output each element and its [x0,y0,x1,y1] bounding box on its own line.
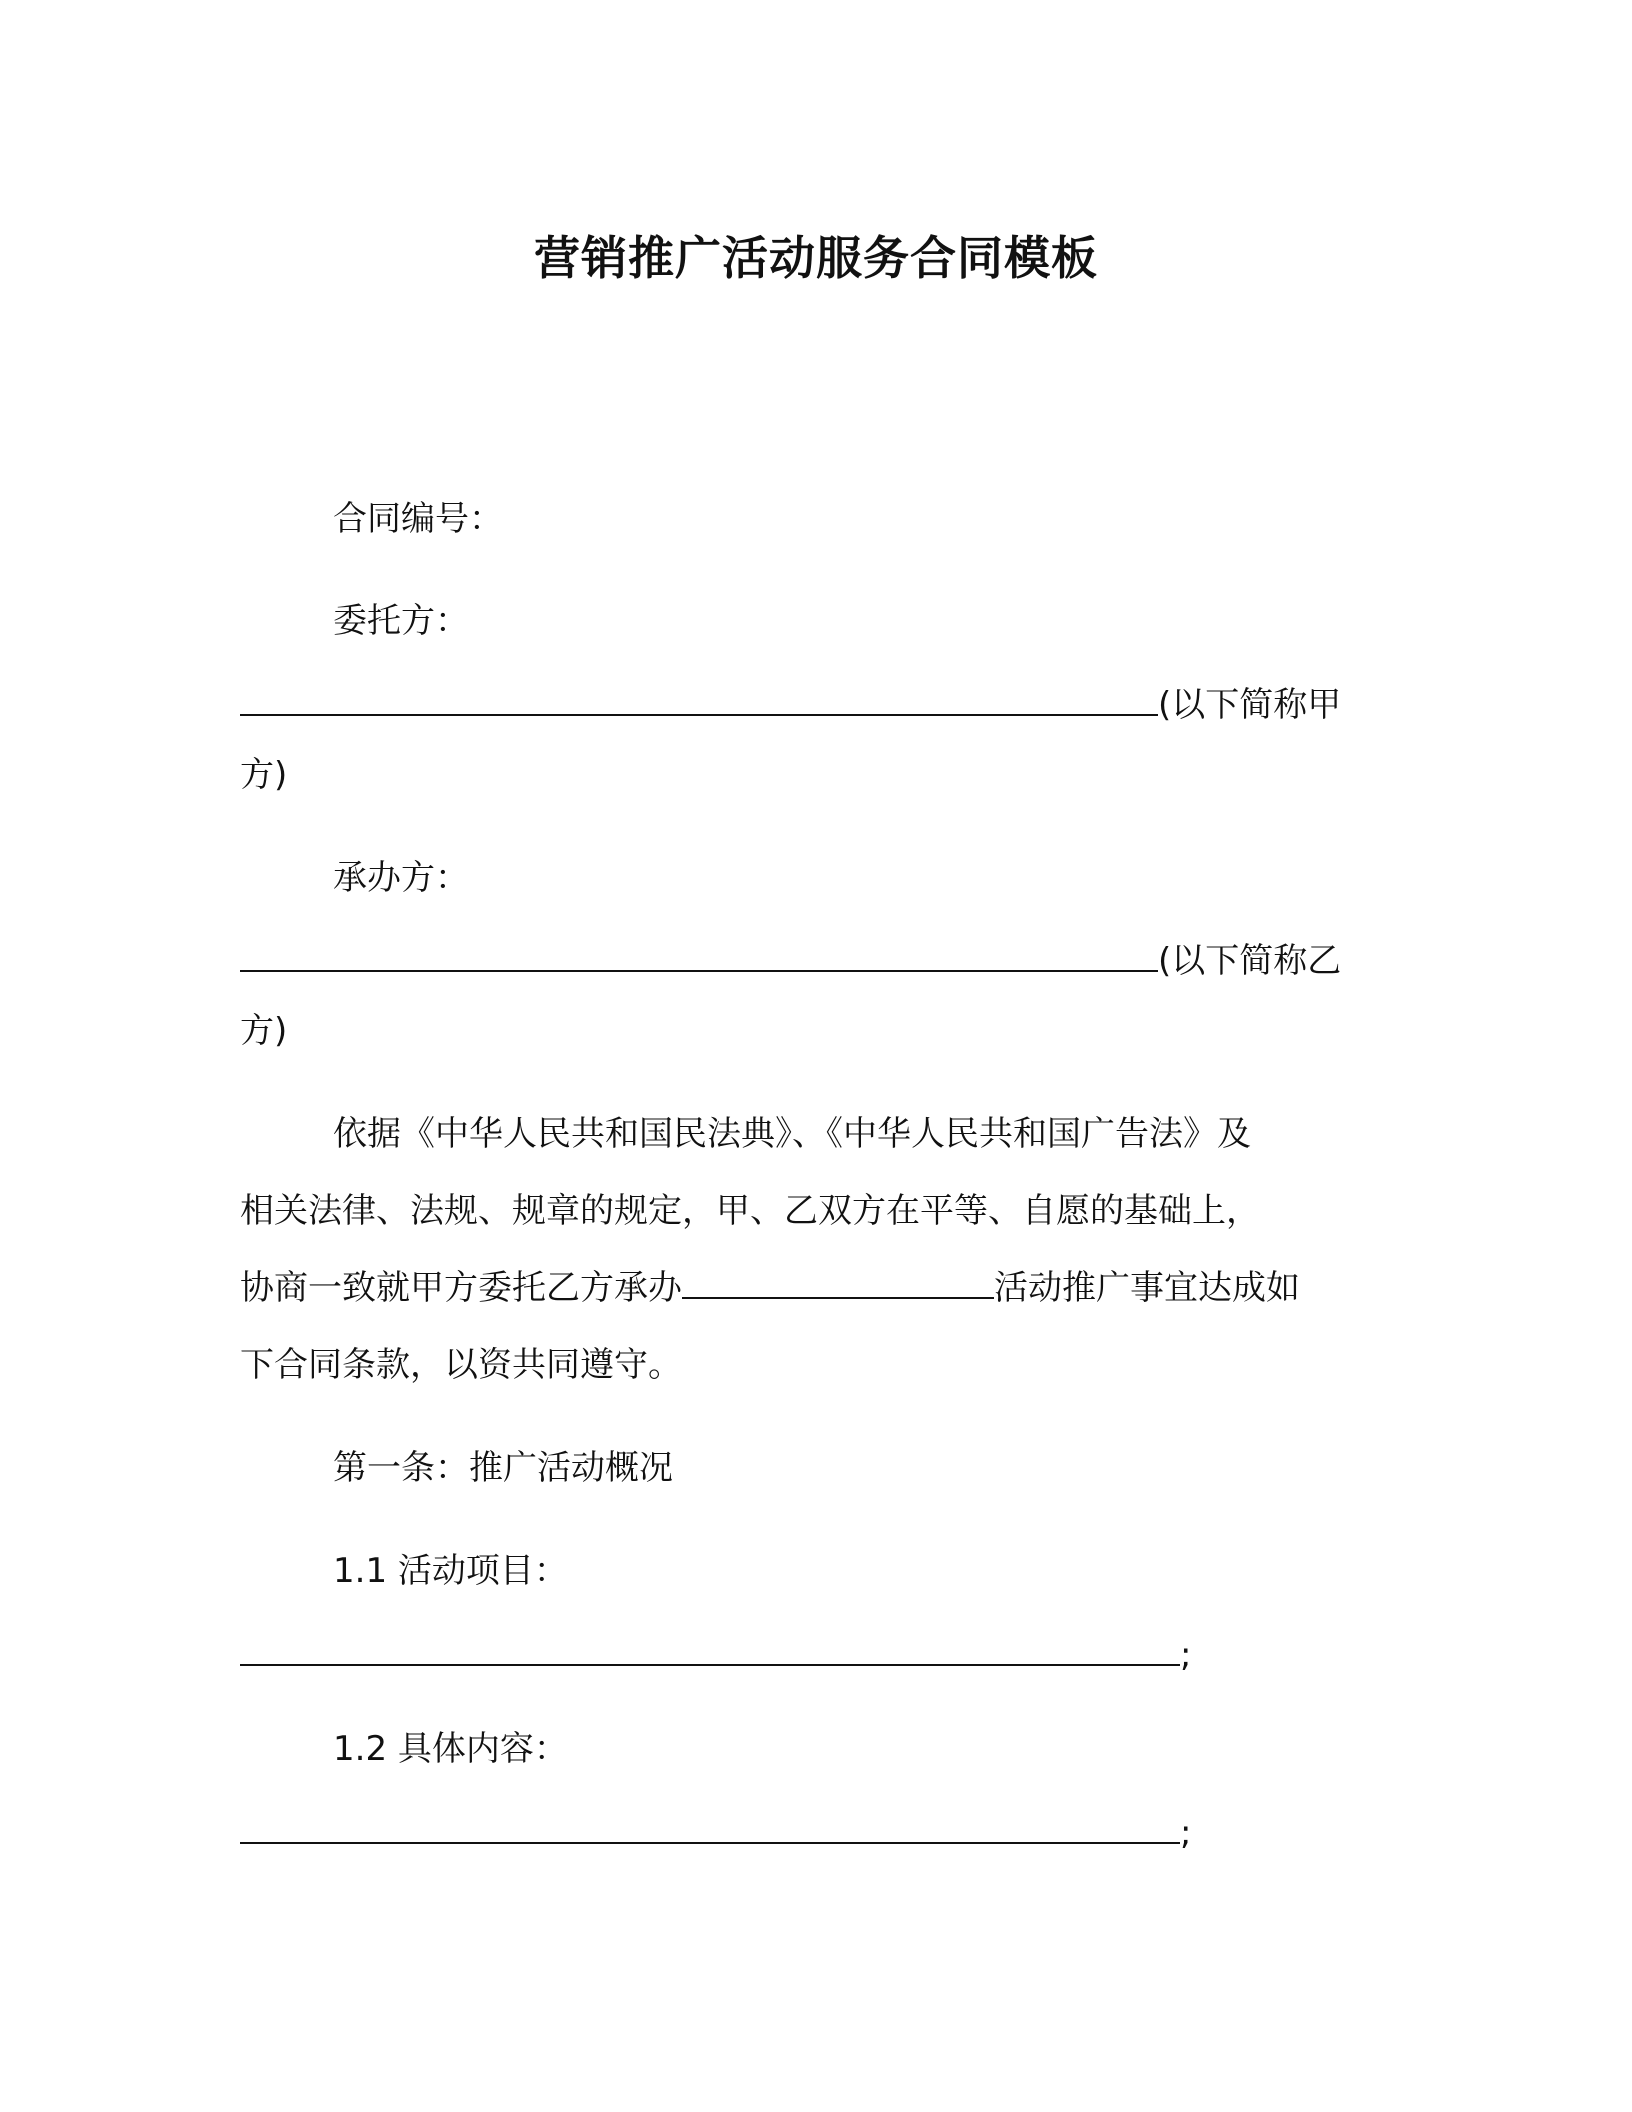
preamble-line-3-start: 协商一致就甲方委托乙方承办 [240,1268,682,1308]
article-1-heading: 第一条：推广活动概况 [333,1448,673,1488]
contractor-abbrev-cont: 方) [240,1011,288,1051]
preamble-line-3 [240,1266,1300,1310]
contractor-name-line [240,939,1341,983]
item-1-2-end: ; [1180,1813,1192,1853]
activity-name-blank [682,1267,994,1299]
contract-number-label: 合同编号： [333,499,503,539]
contractor-label: 承办方： [333,858,469,898]
client-name-line [240,683,1341,727]
item-1-1-line [240,1633,1191,1677]
client-name-blank [240,684,1158,716]
item-1-1-label: 1.1 活动项目： [333,1551,568,1591]
item-1-2-blank [240,1812,1180,1844]
preamble-line-1: 依据《中华人民共和国民法典》、《中华人民共和国广告法》及 [333,1114,1251,1154]
item-1-2-label: 1.2 具体内容： [333,1729,568,1769]
preamble-line-2: 相关法律、法规、规章的规定，甲、乙双方在平等、自愿的基础上， [240,1191,1260,1231]
preamble-line-3-end: 活动推广事宜达成如 [994,1268,1300,1308]
client-abbrev-cont: 方) [240,755,288,795]
document-title: 营销推广活动服务合同模板 [534,231,1098,285]
contractor-name-blank [240,940,1158,972]
client-abbrev-text: (以下简称甲 [1158,685,1342,725]
client-label: 委托方： [333,601,469,641]
contractor-abbrev-text: (以下简称乙 [1158,941,1342,981]
item-1-1-end: ; [1180,1635,1192,1675]
item-1-2-line [240,1811,1191,1855]
item-1-1-blank [240,1634,1180,1666]
preamble-line-4: 下合同条款，以资共同遵守。 [240,1345,682,1385]
